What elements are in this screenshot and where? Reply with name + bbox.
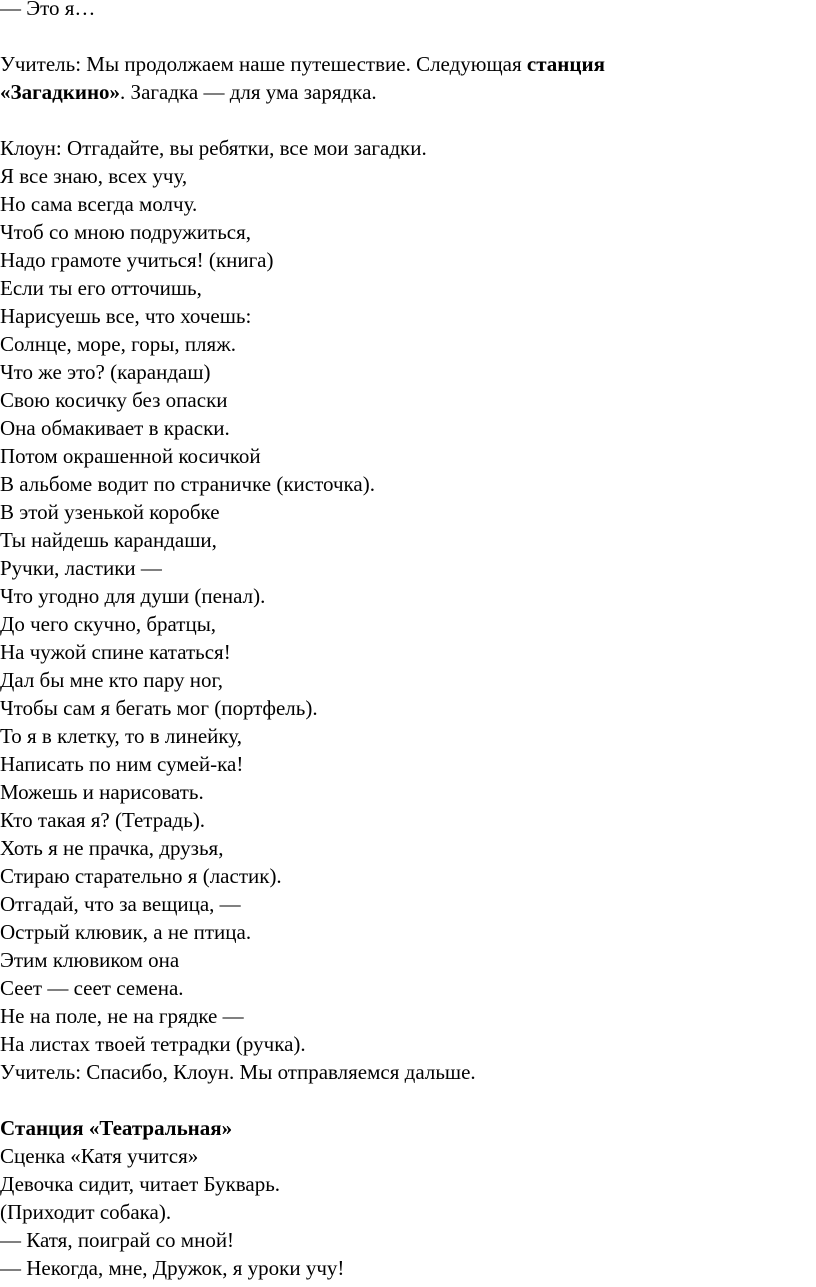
riddle-line: На листах твоей тетрадки (ручка). bbox=[0, 1032, 306, 1056]
station-heading bbox=[0, 1114, 816, 1142]
riddle-line: Солнце, море, горы, пляж. bbox=[0, 332, 236, 356]
riddle-line: Дал бы мне кто пару ног, bbox=[0, 668, 224, 692]
riddle-line: Хоть я не прачка, друзья, bbox=[0, 836, 224, 860]
riddle-line: Написать по ним сумей-ка! bbox=[0, 752, 244, 776]
teacher-intro-bold-station: станция bbox=[526, 52, 605, 76]
riddle-line: Я все знаю, всех учу, bbox=[0, 164, 188, 188]
station-title: Станция «Театральная» bbox=[0, 1116, 233, 1140]
riddles-block bbox=[0, 134, 816, 1086]
riddle-line: В этой узенькой коробке bbox=[0, 500, 220, 524]
riddle-line: Свою косичку без опаски bbox=[0, 388, 228, 412]
riddle-line: Не на поле, не на грядке — bbox=[0, 1004, 244, 1028]
scene-line: Сценка «Катя учится» bbox=[0, 1144, 199, 1168]
paragraph-gap bbox=[0, 1086, 816, 1114]
teacher-intro-suffix: . Загадка — для ума зарядка. bbox=[120, 80, 377, 104]
riddle-line: Чтобы сам я бегать мог (портфель). bbox=[0, 696, 318, 720]
riddle-line: Стираю старательно я (ластик). bbox=[0, 864, 282, 888]
riddle-line: То я в клетку, то в линейку, bbox=[0, 724, 242, 748]
scene-line: (Приходит собака). bbox=[0, 1200, 172, 1224]
riddle-line: Что же это? (карандаш) bbox=[0, 360, 211, 384]
riddle-line: На чужой спине кататься! bbox=[0, 640, 231, 664]
riddle-line: Ты найдешь карандаши, bbox=[0, 528, 217, 552]
riddle-line: Что угодно для души (пенал). bbox=[0, 584, 266, 608]
paragraph-gap bbox=[0, 22, 816, 50]
riddle-line: Надо грамоте учиться! (книга) bbox=[0, 248, 274, 272]
riddle-line: Но сама всегда молчу. bbox=[0, 192, 198, 216]
scene-line: — Катя, поиграй со мной! bbox=[0, 1228, 235, 1252]
teacher-intro-line-1 bbox=[0, 50, 816, 78]
riddle-line: Потом окрашенной косичкой bbox=[0, 444, 261, 468]
teacher-intro-line-2 bbox=[0, 78, 816, 106]
riddle-line: До чего скучно, братцы, bbox=[0, 612, 217, 636]
riddle-line: Нарисуешь все, что хочешь: bbox=[0, 304, 252, 328]
riddle-line: Можешь и нарисовать. bbox=[0, 780, 204, 804]
riddle-line: Клоун: Отгадайте, вы ребятки, все мои загадки. bbox=[0, 136, 427, 160]
riddle-line: В альбоме водит по страничке (кисточка). bbox=[0, 472, 375, 496]
riddle-line: Если ты его отточишь, bbox=[0, 276, 202, 300]
riddle-line: Этим клювиком она bbox=[0, 948, 180, 972]
scene-line: — Некогда, мне, Дружок, я уроки учу! bbox=[0, 1256, 345, 1280]
teacher-intro-prefix: Учитель: Мы продолжаем наше путешествие. Следующая bbox=[0, 52, 527, 76]
riddle-line: Сеет — сеет семена. bbox=[0, 976, 184, 1000]
scene-block bbox=[0, 1142, 816, 1282]
riddle-line: Чтоб со мною подружиться, bbox=[0, 220, 252, 244]
scene-line: Девочка сидит, читает Букварь. bbox=[0, 1172, 281, 1196]
teacher-intro-bold-name: «Загадкино» bbox=[0, 80, 121, 104]
riddle-line: Кто такая я? (Тетрадь). bbox=[0, 808, 206, 832]
riddle-line: Она обмакивает в краски. bbox=[0, 416, 230, 440]
riddle-line: Отгадай, что за вещица, — bbox=[0, 892, 241, 916]
intro-line: — Это я… bbox=[0, 0, 96, 20]
riddle-line: Ручки, ластики — bbox=[0, 556, 162, 580]
teacher-thanks-line: Учитель: Спасибо, Клоун. Мы отправляемся дальше. bbox=[0, 1060, 476, 1084]
paragraph-gap bbox=[0, 106, 816, 134]
riddle-line: Острый клювик, а не птица. bbox=[0, 920, 252, 944]
